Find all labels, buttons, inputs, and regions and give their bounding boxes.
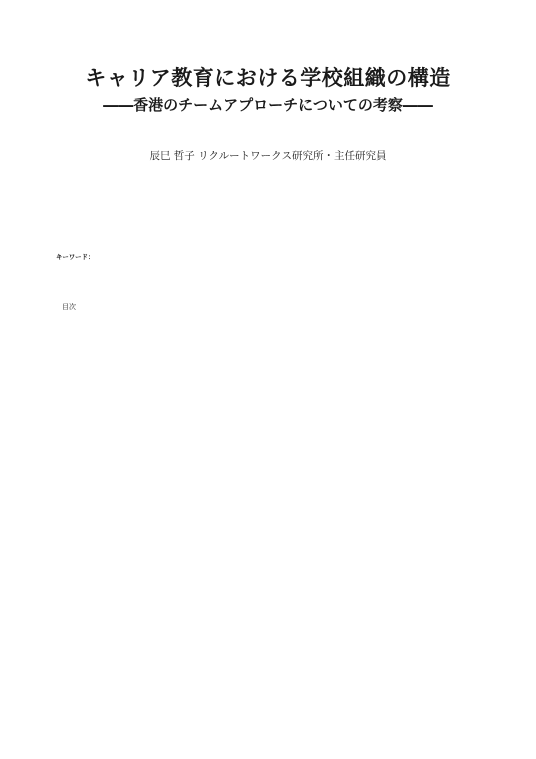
keywords-label: キーワード： xyxy=(56,253,95,261)
author-line: 辰巳 哲子 リクルートワークス研究所・主任研究員 xyxy=(149,150,387,162)
toc-heading: 目次 xyxy=(62,303,76,311)
keywords xyxy=(56,252,486,261)
paper-subtitle: ――香港のチームアプローチについての考察―― xyxy=(103,96,433,114)
left-column xyxy=(62,302,267,326)
paper-title: キャリア教育における学校組織の構造 xyxy=(85,66,451,90)
